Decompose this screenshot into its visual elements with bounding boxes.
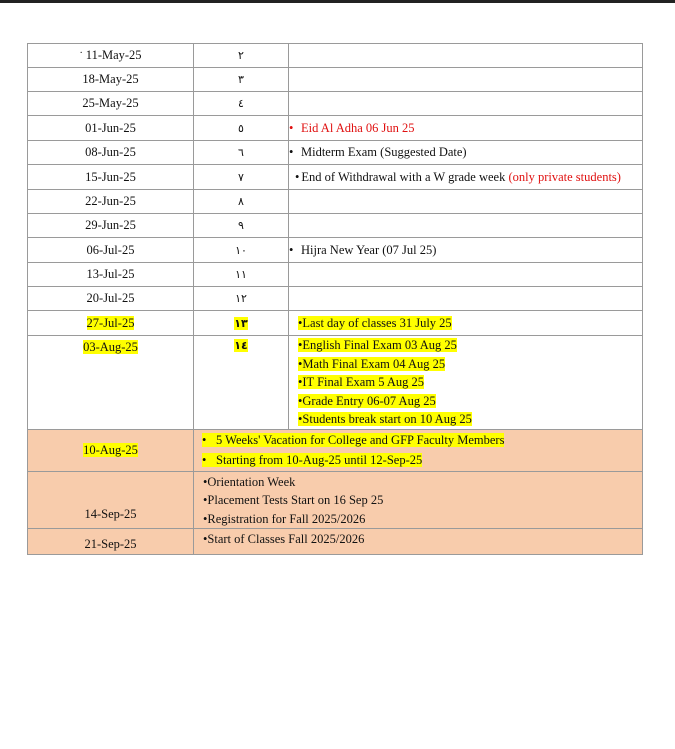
note-item bbox=[295, 168, 642, 187]
date-text: 14-Sep-25 bbox=[84, 507, 137, 521]
date-cell: 20-Jul-25 bbox=[28, 287, 194, 311]
note-item bbox=[298, 314, 642, 333]
table-row bbox=[28, 92, 643, 116]
note-item bbox=[202, 430, 642, 450]
table-row bbox=[28, 529, 643, 555]
bullet: • bbox=[202, 453, 207, 467]
bullet: • bbox=[295, 169, 300, 184]
week-number-cell bbox=[194, 311, 289, 336]
notes-cell bbox=[289, 238, 643, 263]
note-text: English Final Exam 03 Aug 25 bbox=[302, 338, 457, 352]
note-item bbox=[202, 450, 642, 470]
table-row bbox=[28, 263, 643, 287]
table-row bbox=[28, 141, 643, 165]
bullet: • bbox=[289, 145, 294, 160]
date-text: 27-Jul-25 bbox=[86, 315, 135, 330]
notes-cell bbox=[289, 214, 643, 238]
note-item bbox=[289, 143, 642, 162]
table-row bbox=[28, 68, 643, 92]
table-row bbox=[28, 214, 643, 238]
bullet: • bbox=[298, 356, 303, 371]
note-highlight bbox=[298, 394, 436, 408]
note-text: Eid Al Adha 06 Jun 25 bbox=[301, 120, 415, 135]
notes-cell bbox=[289, 190, 643, 214]
note-item bbox=[298, 355, 642, 374]
date-cell: 13-Jul-25 bbox=[28, 263, 194, 287]
week-number-cell: ١٠ bbox=[194, 238, 289, 263]
table-row bbox=[28, 336, 643, 430]
table-row bbox=[28, 116, 643, 141]
note-item bbox=[298, 336, 642, 355]
table-row bbox=[28, 429, 643, 471]
date-cell bbox=[28, 336, 194, 430]
table-row bbox=[28, 44, 643, 68]
week-number-cell: ٣ bbox=[194, 68, 289, 92]
week-number-cell bbox=[194, 336, 289, 430]
note-item bbox=[203, 530, 642, 549]
bullet: • bbox=[289, 242, 294, 257]
note-text: End of Withdrawal with a W grade week bbox=[301, 169, 509, 184]
note-item bbox=[203, 473, 642, 492]
date-cell: 18-May-25 bbox=[28, 68, 194, 92]
academic-calendar-table bbox=[27, 43, 643, 555]
note-item bbox=[289, 119, 642, 138]
note-text: IT Final Exam 5 Aug 25 bbox=[302, 375, 425, 389]
top-border bbox=[0, 0, 675, 3]
date-text: 03-Aug-25 bbox=[83, 340, 138, 354]
note-item bbox=[298, 392, 642, 411]
note-item bbox=[298, 373, 642, 392]
date-cell bbox=[28, 471, 194, 529]
bullet: • bbox=[298, 315, 303, 330]
week-number-cell: ٩ bbox=[194, 214, 289, 238]
note-item bbox=[203, 491, 642, 510]
note-highlight bbox=[298, 316, 452, 330]
date-cell bbox=[28, 44, 194, 68]
date-cell bbox=[28, 529, 194, 555]
date-cell: 29-Jun-25 bbox=[28, 214, 194, 238]
notes-cell bbox=[289, 141, 643, 165]
note-text: Start of Classes Fall 2025/2026 bbox=[207, 532, 365, 546]
table-row bbox=[28, 190, 643, 214]
week-number: ١٤ bbox=[234, 339, 248, 352]
date-cell: 06-Jul-25 bbox=[28, 238, 194, 263]
week-number-cell: ١١ bbox=[194, 263, 289, 287]
notes-cell bbox=[289, 263, 643, 287]
note-text: Placement Tests Start on 16 Sep 25 bbox=[207, 493, 384, 507]
bullet: • bbox=[203, 493, 208, 507]
week-number-cell: ٥ bbox=[194, 116, 289, 141]
bullet: • bbox=[203, 532, 208, 546]
note-text: Math Final Exam 04 Aug 25 bbox=[302, 356, 446, 371]
notes-cell bbox=[194, 429, 643, 471]
week-number-cell: ١٢ bbox=[194, 287, 289, 311]
note-text: Starting from 10-Aug-25 until 12-Sep-25 bbox=[216, 453, 423, 467]
notes-cell bbox=[194, 529, 643, 555]
date-cell: 01-Jun-25 bbox=[28, 116, 194, 141]
date-cell: 22-Jun-25 bbox=[28, 190, 194, 214]
notes-cell bbox=[194, 471, 643, 529]
note-highlight bbox=[202, 433, 504, 447]
note-item bbox=[203, 510, 642, 529]
bullet: • bbox=[203, 511, 208, 526]
bullet: • bbox=[298, 393, 303, 408]
bullet: • bbox=[298, 412, 303, 426]
date-cell: 25-May-25 bbox=[28, 92, 194, 116]
date-text: 10-Aug-25 bbox=[83, 442, 138, 457]
note-text: 5 Weeks' Vacation for College and GFP Faculty Members bbox=[216, 433, 505, 447]
note-item bbox=[298, 410, 642, 429]
note-highlight bbox=[202, 453, 422, 467]
date-text: 11-May-25 bbox=[85, 48, 142, 62]
table-row bbox=[28, 238, 643, 263]
note-highlight bbox=[298, 412, 472, 426]
note-text: Hijra New Year (07 Jul 25) bbox=[301, 242, 437, 257]
week-number: ١٣ bbox=[234, 316, 248, 330]
bullet: • bbox=[289, 120, 294, 135]
notes-cell bbox=[289, 92, 643, 116]
table-row bbox=[28, 165, 643, 190]
notes-cell bbox=[289, 311, 643, 336]
note-highlight bbox=[298, 338, 457, 352]
bullet: • bbox=[298, 375, 303, 389]
note-highlight bbox=[298, 357, 445, 371]
notes-cell bbox=[289, 116, 643, 141]
week-number-cell: ٧ bbox=[194, 165, 289, 190]
note-item bbox=[289, 241, 642, 260]
note-text: Registration for Fall 2025/2026 bbox=[207, 511, 366, 526]
week-number-cell: ٨ bbox=[194, 190, 289, 214]
date-cell bbox=[28, 429, 194, 471]
notes-cell bbox=[289, 336, 643, 430]
note-highlight bbox=[298, 375, 424, 389]
date-text: 21-Sep-25 bbox=[84, 537, 137, 551]
date-cell bbox=[28, 311, 194, 336]
row-marker: · bbox=[79, 48, 83, 59]
week-number-cell: ٢ bbox=[194, 44, 289, 68]
table-row bbox=[28, 311, 643, 336]
note-text: Grade Entry 06-07 Aug 25 bbox=[302, 393, 436, 408]
note-text: Orientation Week bbox=[207, 474, 296, 489]
notes-cell bbox=[289, 44, 643, 68]
week-number-cell: ٤ bbox=[194, 92, 289, 116]
note-text-red: (only private students) bbox=[508, 169, 621, 184]
bullet: • bbox=[202, 433, 207, 447]
date-cell: 08-Jun-25 bbox=[28, 141, 194, 165]
notes-cell bbox=[289, 287, 643, 311]
note-text: Last day of classes 31 July 25 bbox=[302, 315, 452, 330]
notes-cell bbox=[289, 68, 643, 92]
table-row bbox=[28, 287, 643, 311]
date-cell: 15-Jun-25 bbox=[28, 165, 194, 190]
note-text: Midterm Exam (Suggested Date) bbox=[301, 145, 467, 160]
note-text: Students break start on 10 Aug 25 bbox=[302, 412, 472, 426]
bullet: • bbox=[203, 474, 208, 489]
table-row bbox=[28, 471, 643, 529]
week-number-cell: ٦ bbox=[194, 141, 289, 165]
notes-cell bbox=[289, 165, 643, 190]
bullet: • bbox=[298, 338, 303, 352]
